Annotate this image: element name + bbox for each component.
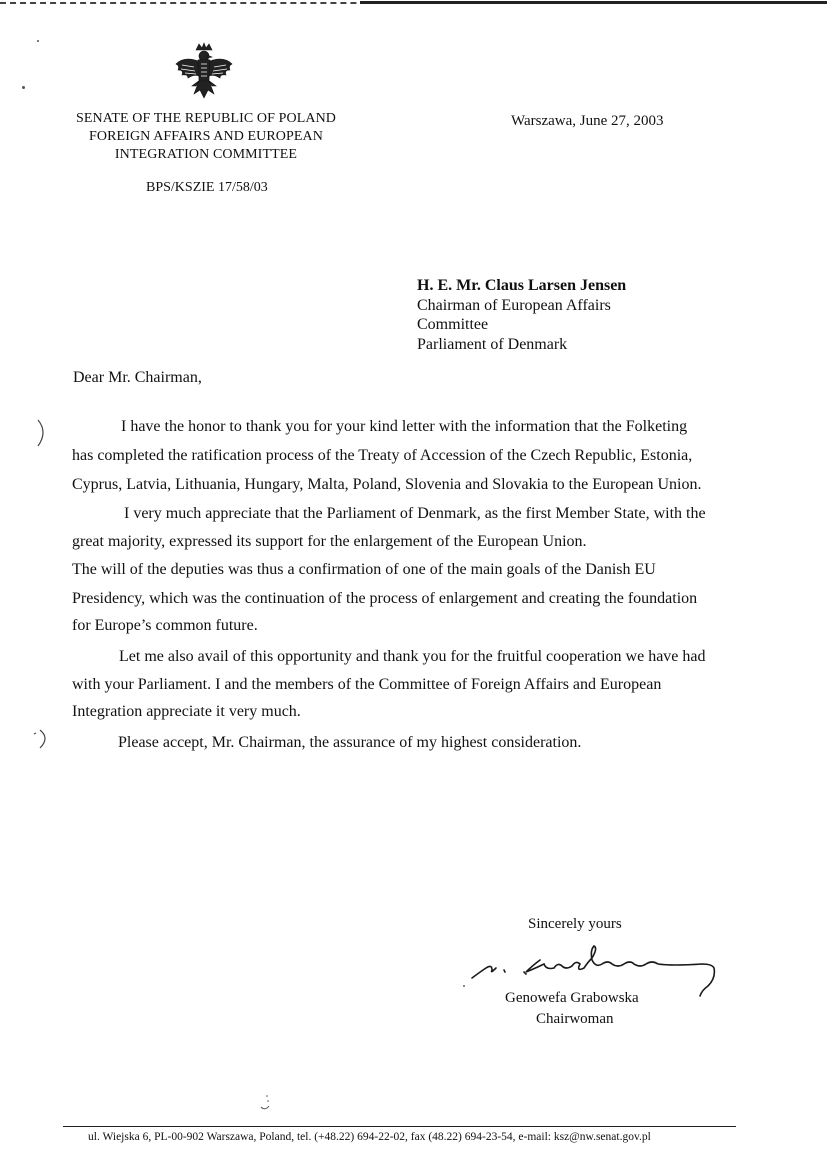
sender-block (58, 110, 354, 164)
body-line: Integration appreciate it very much. (72, 703, 301, 720)
body-line: Presidency, which was the continuation of the process of enlargement and creating the foundation (72, 590, 698, 607)
recipient-block (417, 276, 626, 354)
footer-address: ul. Wiejska 6, PL-00-902 Warszawa, Poland, tel. (+48.22) 694-22-02, fax (48.22) 694-23-54, e-mail: ksz@nw.senat.gov.pl (88, 1131, 651, 1143)
scan-speck (22, 86, 25, 89)
sender-line-3: INTEGRATION COMMITTEE (114, 147, 298, 162)
sender-line-1: SENATE OF THE REPUBLIC OF POLAND (75, 111, 337, 126)
scan-speck (37, 40, 39, 42)
recipient-name: H. E. Mr. Claus Larsen Jensen (417, 277, 627, 294)
recipient-title-line-2: Committee (417, 316, 489, 333)
body-line: Cyprus, Latvia, Lithuania, Hungary, Malta, Poland, Slovenia and Slovakia to the European Union. (72, 476, 702, 493)
scan-speck (258, 1093, 272, 1113)
body-line: I very much appreciate that the Parliament of Denmark, as the first Member State, with the (124, 505, 706, 522)
body-line: great majority, expressed its support for the enlargement of the European Union. (72, 533, 587, 550)
letter-date: Warszawa, June 27, 2003 (511, 113, 664, 129)
salutation: Dear Mr. Chairman, (73, 369, 202, 386)
recipient-title-line-1: Chairman of European Affairs (417, 296, 611, 314)
recipient-organization: Parliament of Denmark (417, 335, 568, 353)
footer-rule (63, 1126, 736, 1127)
body-line: has completed the ratification process of the Treaty of Accession of the Czech Republic, Estonia, (72, 447, 693, 464)
body-line: I have the honor to thank you for your kind letter with the information that the Folketing (121, 418, 688, 435)
body-line: Let me also avail of this opportunity and thank you for the fruitful cooperation we have had (119, 648, 706, 665)
sender-line-2: FOREIGN AFFAIRS AND EUROPEAN (89, 129, 323, 144)
body-line: with your Parliament. I and the members of the Committee of Foreign Affairs and European (72, 676, 662, 693)
body-line: Please accept, Mr. Chairman, the assurance of my highest consideration. (118, 734, 582, 751)
margin-punch-mark (32, 728, 52, 750)
signer-title: Chairwoman (536, 1011, 614, 1027)
signer-name: Genowefa Grabowska (505, 990, 639, 1006)
top-border-rule-solid (360, 1, 827, 4)
reference-number: BPS/KSZIE 17/58/03 (146, 180, 268, 195)
body-line: The will of the deputies was thus a confirmation of one of the main goals of the Danish EU (72, 561, 656, 578)
polish-eagle-emblem-icon (172, 40, 236, 104)
closing: Sincerely yours (528, 916, 622, 932)
margin-punch-mark (34, 418, 50, 448)
body-line: for Europe’s common future. (72, 617, 258, 634)
